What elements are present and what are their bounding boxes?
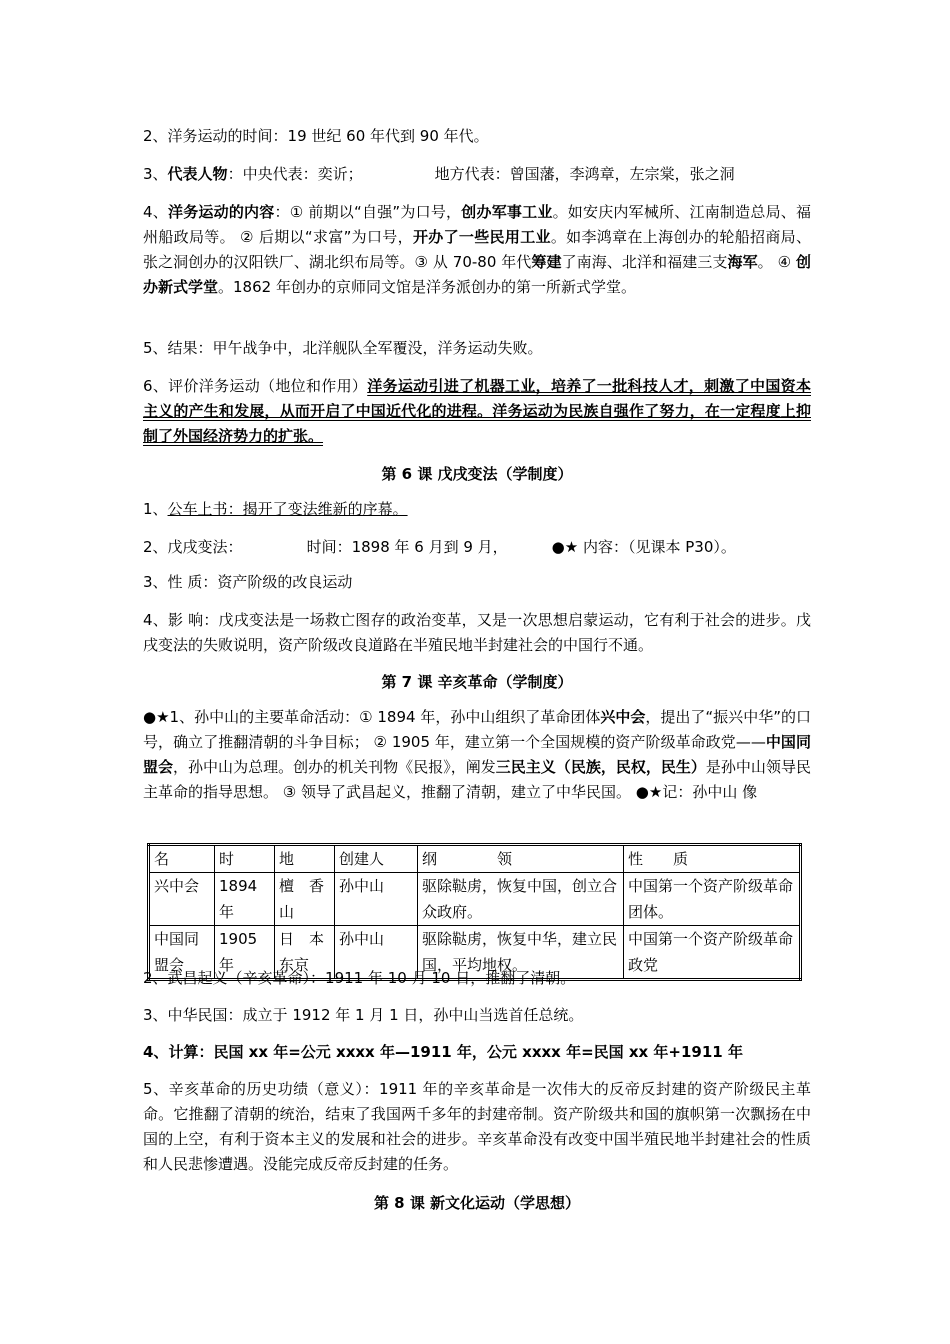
bold-run: ●★ [635,783,663,801]
table-cell: 驱除鞑虏，恢复中国，创立合众政府。 [418,873,624,926]
paragraph-text: 性 质：资产阶级的改良运动 [167,573,353,591]
central-representative: ：中央代表：奕䜣； [227,165,363,183]
table-header-row [149,845,801,873]
item-number: ●★1、 [143,708,195,726]
underlined-text: ：揭开了变法维新的序幕。 [227,500,408,518]
item-number: 1、 [143,500,168,518]
bold-run: 创办军事工业 [461,203,553,221]
paragraph-label: 洋务运动的内容 [167,203,275,221]
text-run: 。如李鸿章在上海创办的轮船招商局、张之洞创办的汉阳铁厂、湖北织布局等。③ 从 70-80 年代 [143,228,811,271]
underlined-term: 公车上书 [167,500,228,518]
table-header: 时 [215,845,275,873]
evaluation-bold-text: 洋务运动引进了机器工业，培养了一批科技人才，刺激了中国资本主义的产生和发展，从而开启了中国近代化的进程。洋务运动为民族自强作了努力，在一定程度上抑制了外国经济势力的扩张。 [143,377,811,445]
item-number: 4、 [143,611,168,629]
paragraph-sun-activities [143,705,811,805]
text-run: 是孙中山领导民主革命的指导思想。 ③ 领导了武昌起义，推翻了清朝，建立了中华民国。 [143,758,811,801]
item-number: 4、 [143,203,168,221]
item-number: 2、 [143,127,168,145]
paragraph-representatives [143,162,811,187]
table-cell: 日 本东京 [275,926,335,980]
paragraph-evaluation [143,374,811,449]
table-header: 纲 领 [418,845,624,873]
paragraph-text: 结果：甲午战争中，北洋舰队全军覆没，洋务运动失败。 [167,339,543,357]
paragraph-yangwu-time [143,124,811,149]
item-number: 2、 [143,538,168,556]
bold-run: 开办了一些民用工业 [412,228,551,246]
table-cell: 孙中山 [335,926,418,980]
item-number: 3、 [143,1006,168,1024]
item-number: 3、 [143,165,168,183]
paragraph-text: 计算：民国 xx 年=公元 xxxx 年—1911 年，公元 xxxx 年=民国 xx 年+1911 年 [168,1043,743,1061]
bold-run: 创办新式学堂 [143,253,811,296]
item-number: 5、 [143,1080,169,1098]
paragraph-republic [143,1003,811,1028]
paragraph-nature [143,570,811,595]
paragraph-text: 辛亥革命的历史功绩（意义）：1911 年的辛亥革命是一次伟大的反帝反封建的资产阶级民主革命。它推翻了清朝的统治，结束了我国两千多年的封建帝制。资产阶级共和国的旗帜第一次飘扬在中国的上空，有利于资本主义的发展和社会的进步。辛亥革命没有改变中国半殖民地半封建社会的性质和人民悲惨遭遇。没能完成反帝反封建的任务。 [143,1080,811,1173]
text-run: 。 ④ [757,253,796,271]
text-run: 了南海、北洋和福建三支 [561,253,728,271]
text-run: 。1862 年创办的京师同文馆是洋务派创办的第一所新式学堂。 [218,278,636,296]
table-cell: 1894年 [215,873,275,926]
lesson-7-heading: 第 7 课 辛亥革命（学制度） [381,673,573,691]
lesson-8-heading: 第 8 课 新文化运动（学思想） [373,1194,581,1212]
text-run: ：① 前期以“自强”为口号， [274,203,462,221]
item-number: 2、 [143,969,168,987]
table-cell: 中国第一个资产阶级革命团体。 [624,873,801,926]
text-run: ，提出了“振兴中华”的口号，确立了推翻清朝的斗争目标； ② 1905 年，建立第一个全国规模的资产阶级革命政党—— [143,708,811,751]
bold-run: 筹建 [531,253,562,271]
bold-run: 三民主义（民族，民权，民生） [495,758,706,776]
paragraph-influence [143,608,811,658]
paragraph-xinhai-significance [143,1077,811,1177]
table-cell: 兴中会 [149,873,215,926]
paragraph-calculation [143,1040,811,1065]
time-text: 时间：1898 年 6 月到 9 月， [306,538,508,556]
local-representatives: 地方代表：曾国藩，李鸿章，左宗棠，张之洞 [434,165,735,183]
table-header: 名 [149,845,215,873]
table-cell: 孙中山 [335,873,418,926]
table-cell: 驱除鞑虏，恢复中华，建立民国，平均地权。 [418,926,624,980]
table-cell: 1905年 [215,926,275,980]
paragraph-yangwu-content [143,200,811,300]
bold-run: 中国同盟会 [143,733,811,776]
table-header: 地 [275,845,335,873]
bold-run: 兴中会 [600,708,646,726]
table-row [149,873,801,926]
paragraph-wuchang-uprising [143,966,811,991]
table-header: 性 质 [624,845,801,873]
text-run: ，孙中山为总理。创办的机关刊物《民报》，阐发 [173,758,496,776]
item-number: 5、 [143,339,168,357]
paragraph-text: 洋务运动的时间：19 世纪 60 年代到 90 年代。 [167,127,489,145]
paragraph-wuxu-bianfa [143,535,811,560]
paragraph-label: 代表人物 [167,165,228,183]
bold-run: 海军 [727,253,758,271]
text-run: 记：孙中山 像 [662,783,758,801]
term: 戊戌变法： [167,538,243,556]
paragraph-text: 中华民国：成立于 1912 年 1 月 1 日，孙中山当选首任总统。 [167,1006,584,1024]
paragraph-gongche-shangshu [143,497,811,522]
paragraph-result [143,336,811,361]
table-cell: 檀 香山 [275,873,335,926]
item-number: 3、 [143,573,168,591]
text-run: 孙中山的主要革命活动：① 1894 年，孙中山组织了革命团体 [194,708,601,726]
paragraph-text: 影 响：戊戌变法是一场救亡图存的政治变革，又是一次思想启蒙运动，它有利于社会的进步。戊戌变法的失败说明，资产阶级改良道路在半殖民地半封建社会的中国行不通。 [143,611,812,654]
paragraph-text: 评价洋务运动（地位和作用） [168,377,368,395]
table-cell: 中国同盟会 [149,926,215,980]
table-cell: 中国第一个资产阶级革命政党 [624,926,801,980]
lesson-6-heading: 第 6 课 戊戌变法（学制度） [381,465,573,483]
item-number: 6、 [143,377,169,395]
table-header: 创建人 [335,845,418,873]
revolutionary-groups-table [147,843,802,981]
item-number: 4、 [143,1043,169,1061]
content-text: ●★ 内容：（见课本 P30）。 [551,538,736,556]
paragraph-text: 武昌起义（辛亥革命）：1911 年 10 月 10 日，推翻了清朝。 [167,969,576,987]
text-run: 。如安庆内军械所、江南制造总局、福州船政局等。 ② 后期以“求富”为口号， [143,203,811,246]
